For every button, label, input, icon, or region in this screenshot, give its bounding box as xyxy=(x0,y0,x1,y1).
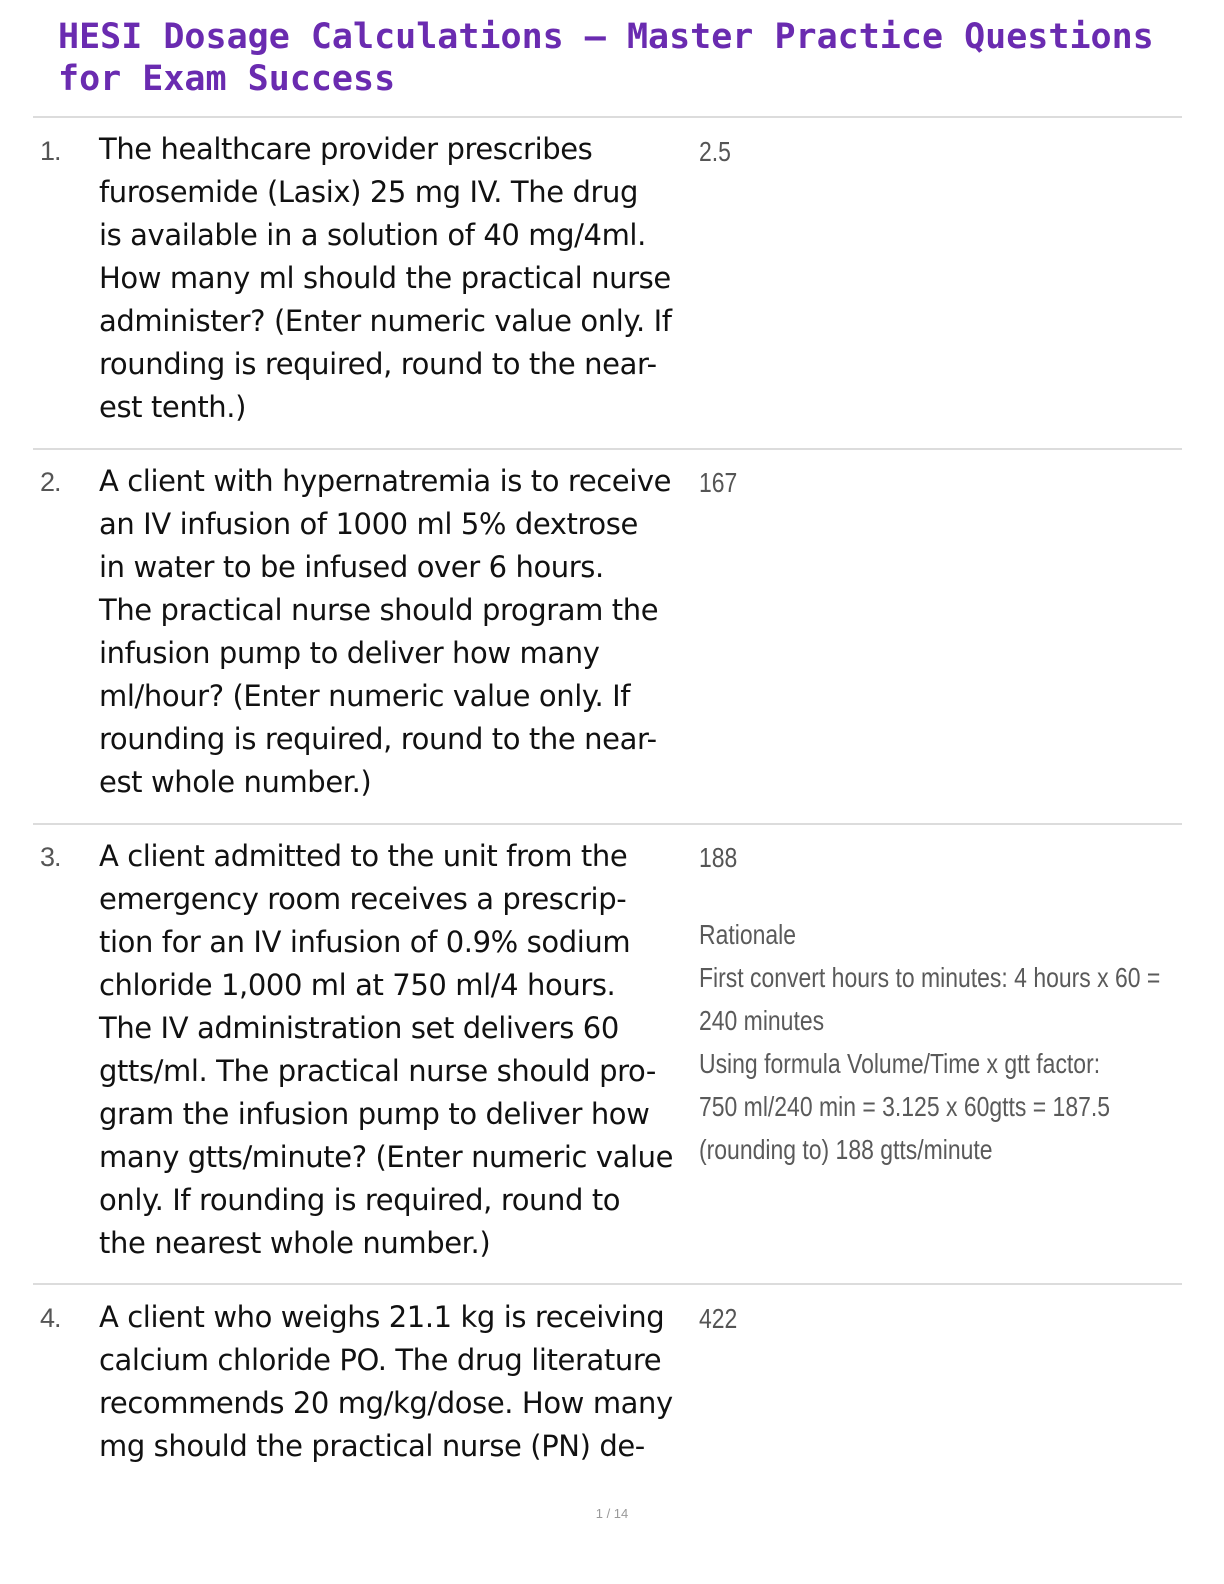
question-line: in water to be infused over 6 hours. xyxy=(99,550,604,584)
rationale-line: 750 ml/240 min = 3.125 x 60gtts = 187.5 xyxy=(699,1091,1111,1122)
question-line: est whole number.) xyxy=(99,765,372,799)
question-line: infusion pump to deliver how many xyxy=(99,636,600,670)
answer-value: 422 xyxy=(699,1303,738,1334)
answer-value: 2.5 xyxy=(699,136,731,167)
question-line: rounding is required, round to the near- xyxy=(99,722,657,756)
question-number: 2. xyxy=(40,467,61,497)
question-line: the nearest whole number.) xyxy=(99,1226,491,1260)
question-line: mg should the practical nurse (PN) de- xyxy=(99,1429,645,1463)
question-text xyxy=(99,835,699,1265)
question-line: The healthcare provider prescribes xyxy=(99,132,593,166)
question-number: 3. xyxy=(40,842,61,872)
answer-value: 188 xyxy=(699,842,738,873)
question-line: A client with hypernatremia is to receive xyxy=(99,464,672,498)
question-line: furosemide (Lasix) 25 mg IV. The drug xyxy=(99,175,639,209)
rationale-line: 240 minutes xyxy=(699,1005,825,1036)
question-line: The practical nurse should program the xyxy=(99,593,659,627)
question-line: A client admitted to the unit from the xyxy=(99,839,628,873)
document-title xyxy=(58,16,1178,100)
question-line: chloride 1,000 ml at 750 ml/4 hours. xyxy=(99,968,616,1002)
question-line: recommends 20 mg/kg/dose. How many xyxy=(99,1386,673,1420)
question-line: gram the infusion pump to deliver how xyxy=(99,1097,650,1131)
rationale-line: First convert hours to minutes: 4 hours x 60 = xyxy=(699,962,1161,993)
divider xyxy=(33,1283,1182,1285)
question-number: 4. xyxy=(40,1303,61,1333)
question-line: calcium chloride PO. The drug literature xyxy=(99,1343,662,1377)
divider xyxy=(33,448,1182,450)
question-line: many gtts/minute? (Enter numeric value xyxy=(99,1140,674,1174)
rationale-heading: Rationale xyxy=(699,919,797,950)
document-title-line-2: for Exam Success xyxy=(58,59,396,99)
question-text xyxy=(99,460,699,804)
answer-value: 167 xyxy=(699,467,738,498)
question-line: How many ml should the practical nurse xyxy=(99,261,671,295)
question-line: rounding is required, round to the near- xyxy=(99,347,657,381)
divider xyxy=(33,823,1182,825)
question-line: administer? (Enter numeric value only. If xyxy=(99,304,672,338)
rationale-line: Using formula Volume/Time x gtt factor: xyxy=(699,1048,1101,1079)
question-line: emergency room receives a prescrip- xyxy=(99,882,627,916)
question-line: is available in a solution of 40 mg/4ml. xyxy=(99,218,646,252)
page-indicator: 1 / 14 xyxy=(595,1506,629,1521)
question-line: tion for an IV infusion of 0.9% sodium xyxy=(99,925,631,959)
question-line: gtts/ml. The practical nurse should pro- xyxy=(99,1054,656,1088)
question-number: 1. xyxy=(40,136,61,166)
question-text xyxy=(99,1296,699,1468)
question-text xyxy=(99,128,699,429)
question-line: only. If rounding is required, round to xyxy=(99,1183,621,1217)
document-title-line-1: HESI Dosage Calculations – Master Practice Questions xyxy=(58,17,1154,57)
question-line: est tenth.) xyxy=(99,390,247,424)
rationale-line: (rounding to) 188 gtts/minute xyxy=(699,1134,993,1165)
question-line: A client who weighs 21.1 kg is receiving xyxy=(99,1300,665,1334)
divider xyxy=(33,116,1182,118)
question-line: an IV infusion of 1000 ml 5% dextrose xyxy=(99,507,638,541)
question-line: ml/hour? (Enter numeric value only. If xyxy=(99,679,631,713)
question-line: The IV administration set delivers 60 xyxy=(99,1011,619,1045)
rationale xyxy=(699,913,1161,1171)
